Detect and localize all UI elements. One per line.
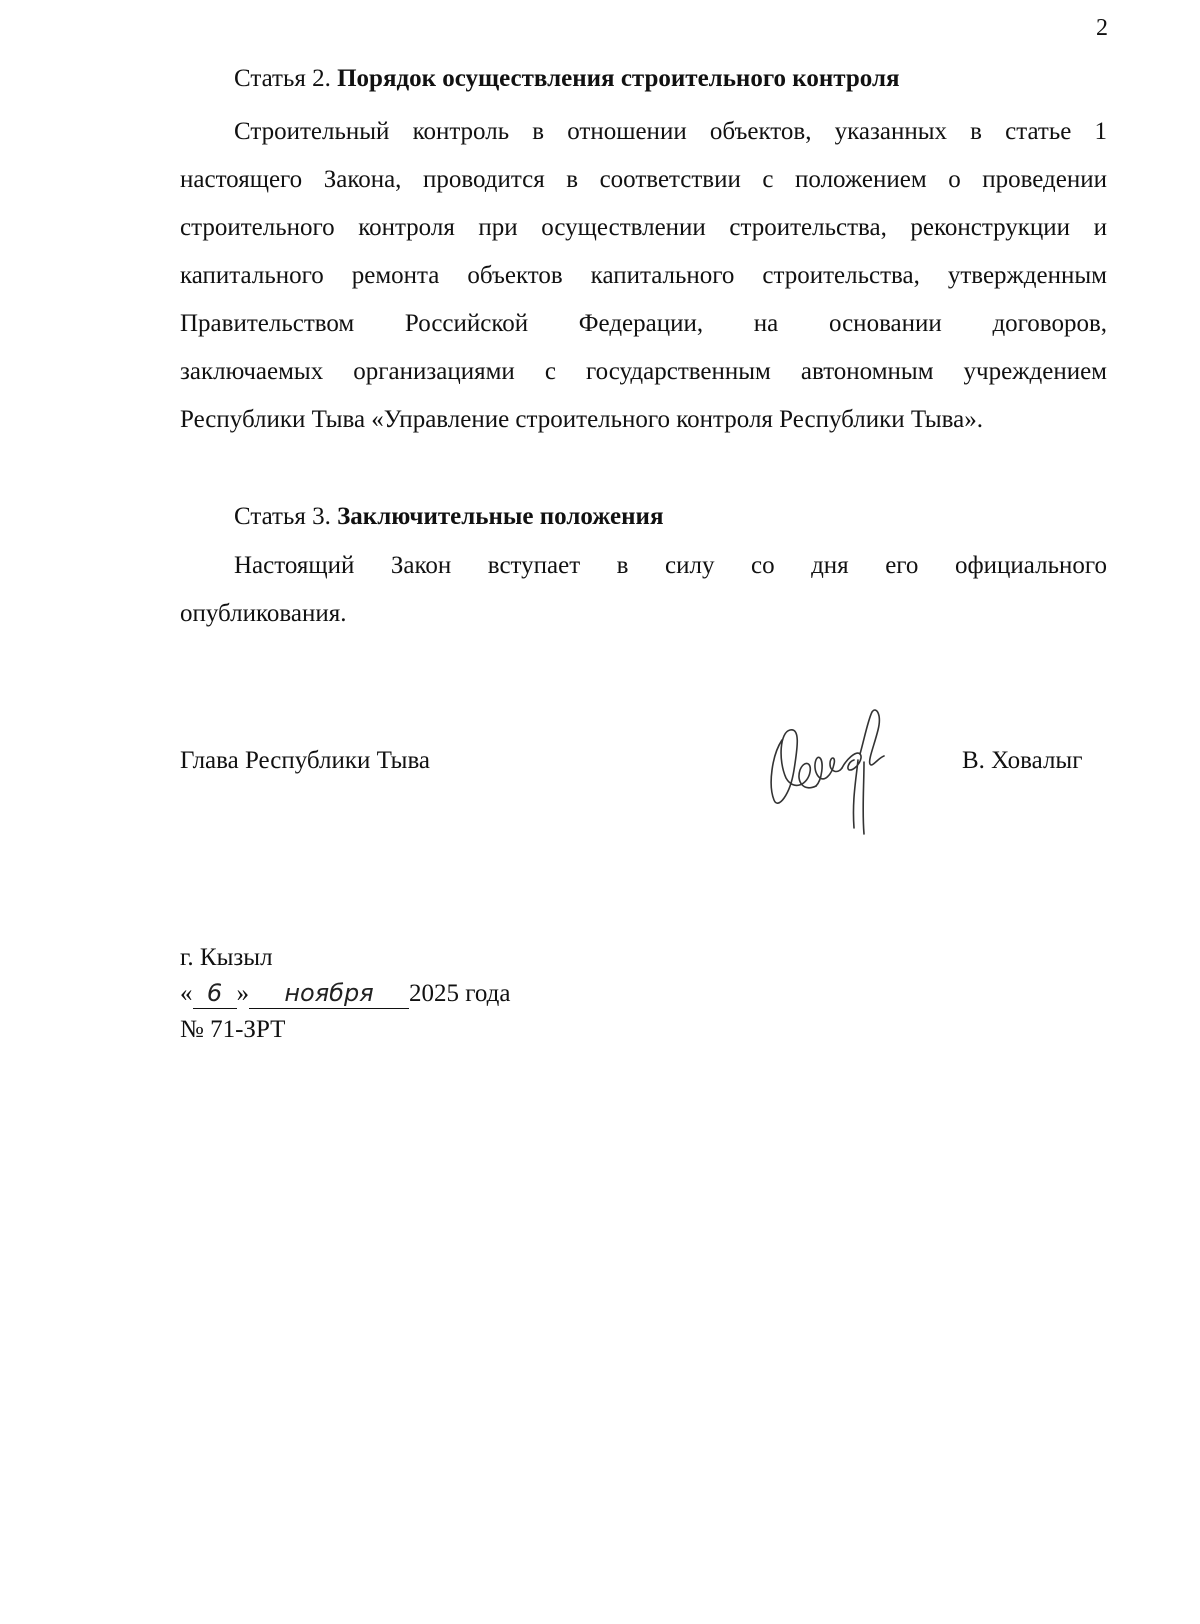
document-number: № 71-ЗРТ [180,1016,286,1043]
article-2-prefix: Статья 2. [234,65,331,92]
article-2-title: Порядок осуществления строительного контроля [337,65,900,92]
date-day-field [193,979,237,1009]
signatory-title: Глава Республики Тыва [180,747,431,774]
document-footer [180,940,510,1048]
article-2-body [180,108,1107,444]
date-day: 6 [206,979,223,1007]
signatory-name: В. Ховалыг [962,747,1083,774]
article-3-heading [234,502,664,532]
date-close-quote: » [236,980,249,1007]
date-year: 2025 года [409,980,511,1007]
article-3-prefix: Статья 3. [234,503,331,530]
article-2-line: настоящего Закона, проводится в соответствии с положением о проведении [180,166,1107,193]
article-2-heading [234,64,900,94]
city: г. Кызыл [180,944,273,971]
article-3-line: Настоящий Закон вступает в силу со дня его официального [234,552,1107,579]
article-3-title: Заключительные положения [337,503,664,530]
article-2-line: заключаемых организациями с государственным автономным учреждением [180,358,1107,385]
article-2-line: Республики Тыва «Управление строительного контроля Республики Тыва». [180,406,983,433]
page-number: 2 [1096,15,1108,41]
article-3-line: опубликования. [180,600,347,627]
article-3-body [180,542,1107,638]
article-2-line: строительного контроля при осуществлении строительства, реконструкции и [180,214,1107,241]
date-open-quote: « [180,980,193,1007]
handwritten-signature [760,700,900,840]
date-month-field [249,979,409,1009]
article-2-line: Строительный контроль в отношении объектов, указанных в статье 1 [234,118,1107,145]
article-2-line: капитального ремонта объектов капитального строительства, утвержденным [180,262,1107,289]
date-month: ноября [284,979,374,1007]
date-line [180,976,510,1012]
article-2-line: Правительством Российской Федерации, на основании договоров, [180,310,1107,337]
